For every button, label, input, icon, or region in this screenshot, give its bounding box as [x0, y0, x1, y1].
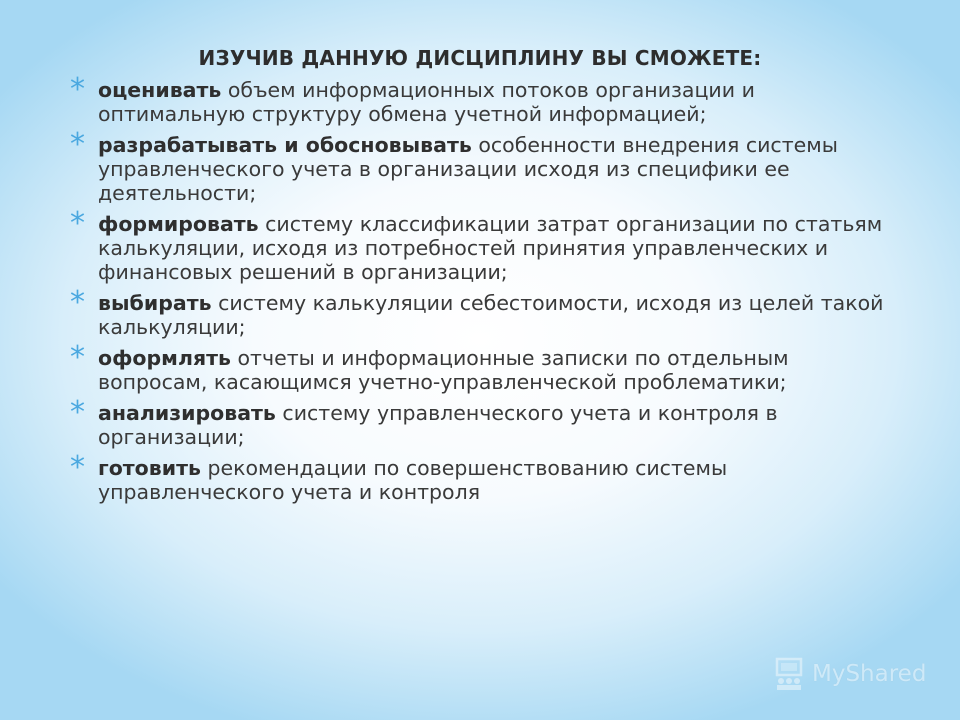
bullet-item [70, 72, 900, 126]
slide-title: ИЗУЧИВ ДАННУЮ ДИСЦИПЛИНУ ВЫ СМОЖЕТЕ: [198, 46, 762, 70]
star-icon: * [70, 285, 85, 320]
bullet-text: отчеты и информационные записки по отдельным вопросам, касающимся учетно-управленческой проблематики; [98, 346, 789, 394]
star-icon: * [70, 450, 85, 485]
bullet-item [70, 127, 900, 205]
bullet-item [70, 340, 900, 394]
bullet-text: объем информационных потоков организации и оптимальную структуру обмена учетной информацией; [98, 78, 755, 126]
bullet-keyword: готовить [98, 456, 201, 480]
classroom-logo-icon [772, 657, 806, 691]
bullet-text: систему классификации затрат организации по статьям калькуляции, исходя из потребностей принятия управленческих и финансовых решений в организации; [98, 212, 883, 284]
star-icon: * [70, 395, 85, 430]
bullet-keyword: формировать [98, 212, 259, 236]
bullet-text: особенности внедрения системы управленческого учета в организации исходя из специфики ее деятельности; [98, 133, 838, 205]
star-icon: * [70, 206, 85, 241]
bullet-text: рекомендации по совершенствованию системы управленческого учета и контроля [98, 456, 728, 504]
bullet-item [70, 395, 900, 449]
bullet-keyword: разрабатывать и обосновывать [98, 133, 472, 157]
bullet-item [70, 450, 900, 504]
bullet-item [70, 206, 900, 284]
watermark-text: MyShared [812, 661, 927, 687]
bullet-item [70, 285, 900, 339]
bullet-text: систему управленческого учета и контроля в организации; [98, 401, 778, 449]
bullet-keyword: анализировать [98, 401, 276, 425]
bullet-text: систему калькуляции себестоимости, исходя из целей такой калькуляции; [98, 291, 884, 339]
bullet-keyword: оценивать [98, 78, 222, 102]
bullet-keyword: оформлять [98, 346, 231, 370]
star-icon: * [70, 340, 85, 375]
star-icon: * [70, 72, 85, 107]
watermark [772, 656, 926, 692]
star-icon: * [70, 127, 85, 162]
bullet-list [70, 72, 900, 511]
bullet-keyword: выбирать [98, 291, 212, 315]
